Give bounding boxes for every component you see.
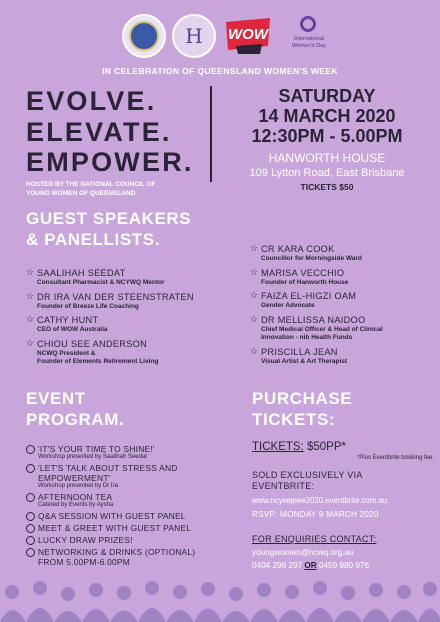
program-item [26,523,226,533]
contact-phones [252,561,440,571]
circle-bullet-icon [26,536,35,545]
headline-empower: EMPOWER. [26,147,194,177]
ncywq-emblem-icon [129,21,159,51]
crowd-silhouette-illustration [0,572,440,622]
international-womens-day-logo [278,16,340,56]
program-item [26,463,226,490]
circle-bullet-icon [26,524,35,533]
speaker-item [26,339,231,367]
event-date: 14 MARCH 2020 [258,106,396,126]
speaker-item [26,315,231,335]
booking-fee-note: *Plus Eventbrite booking fee. [356,455,434,461]
speaker-name: CATHY HUNT [37,315,99,325]
speaker-item [250,244,436,264]
headline-evolve: EVOLVE. [26,86,157,116]
event-day: SATURDAY [278,86,376,106]
event-title-line1: EVENT [26,389,86,408]
program-subtitle: Workshop presented by Dr Ira [38,483,118,489]
wow-australia-logo [222,16,274,56]
program-title-line2: FROM 5.00PM-6.00PM [38,557,130,567]
event-title-line2: PROGRAM. [26,410,125,429]
program-list [26,444,226,569]
purchase-title-line1: PURCHASE [252,389,353,408]
program-title: AFTERNOON TEA [38,492,113,502]
logo-row [120,14,440,58]
circle-bullet-icon [26,445,35,454]
speaker-role: Founder of Hanworth House [261,278,349,286]
speaker-item [250,315,436,343]
ticket-price-line [252,440,440,454]
speaker-name: DR IRA VAN DER STEENSTRATEN [37,291,194,302]
star-icon: ☆ [250,244,259,254]
star-icon: ☆ [250,291,259,301]
celebration-banner: IN CELEBRATION OF QUEENSLAND WOMEN'S WEEK [102,66,338,76]
rsvp-date: RSVP: MONDAY 9 MARCH 2020 [252,510,379,519]
program-title: MEET & GREET WITH GUEST PANEL [38,523,192,533]
program-title: 'IT'S YOUR TIME TO SHINE!' [38,444,155,454]
circle-bullet-icon [26,548,35,557]
sold-line1: SOLD EXCLUSIVELY VIA [252,470,363,480]
phone-2[interactable]: 0459 980 976 [318,561,370,570]
speaker-item [250,291,436,311]
circle-bullet-icon [26,464,35,473]
hanworth-letter: H [185,24,203,48]
speaker-name: PRISCILLA JEAN [261,346,338,357]
sold-via [252,470,440,492]
speaker-role: Visual Artist & Art Therapist [261,357,348,365]
sold-line2: EVENTBRITE: [252,481,315,491]
speaker-role-line2: Innovation - nib Health Funds [261,334,353,341]
speaker-item [26,268,231,288]
ticket-price: $50PP* [306,441,346,453]
venus-symbol-icon [300,16,316,32]
program-title: LUCKY DRAW PRIZES! [38,535,133,545]
program-subtitle: Workshop presented by Saalihah Seedat [38,454,147,460]
event-time: 12:30PM - 5.00PM [251,126,403,146]
program-title: NETWORKING & DRINKS (OPTIONAL) [38,547,196,557]
star-icon: ☆ [250,314,259,325]
star-icon: ☆ [26,268,35,278]
purchase-info [252,440,440,571]
speaker-role: Councillor for Morningside Ward [261,255,362,262]
event-address: 109 Lytton Road, East Brisbane [249,167,405,179]
speaker-name: CR KARA COOK [261,244,335,254]
program-title: 'LET'S TALK ABOUT STRESS AND [38,463,178,473]
hosted-by [26,180,206,198]
speaker-name: MARISA VECCHIO [261,267,345,278]
speaker-role-line2: Founder of Elements Retirement Living [37,358,159,365]
speaker-item [250,268,436,288]
guest-title-line1: GUEST SPEAKERS [26,209,192,228]
iwd-line1: International [293,36,325,42]
speaker-item [250,347,436,367]
speaker-role: Founder of Breeze Life Coaching [37,302,139,310]
hosted-line1: HOSTED BY THE NATIONAL COUNCIL OF [26,181,156,188]
star-icon: ☆ [26,338,35,349]
hanworth-house-logo [172,14,216,58]
headline-elevate: ELEVATE. [26,116,172,147]
headline [26,86,206,178]
star-icon: ☆ [26,291,35,302]
speaker-role: NCWQ President & [37,349,96,357]
speaker-role: Gender Advocate [261,302,315,309]
contact-email[interactable]: youngwomen@ncwq.org.au [252,548,354,557]
wow-badge-icon [222,16,274,56]
speakers-left-column [26,268,231,371]
circle-bullet-icon [26,493,35,502]
or-separator: OR [304,561,317,570]
program-title: Q&A SESSION WITH GUEST PANEL [38,511,186,521]
star-icon: ☆ [250,346,259,357]
eventbrite-link[interactable]: www.ncywqeee2020.eventbrite.com.au [252,496,388,505]
event-details [222,86,432,194]
program-item [26,444,226,461]
program-item [26,511,226,521]
speaker-item [26,292,231,312]
event-ticket-price: TICKETS $50 [300,182,354,192]
speaker-role: Chief Medical Officer & Head of Clinical [261,325,383,333]
program-title-line2: EMPOWERMENT' [38,473,111,483]
vertical-divider [210,86,212,182]
iwd-line2: Women's Day [292,43,326,49]
speaker-name: SAALIHAH SEEDAT [37,268,126,278]
guest-speakers-heading [26,208,191,250]
purchase-tickets-heading [252,388,352,430]
speaker-role: Consultant Pharmacist & NCYWQ Mentor [37,279,165,286]
guest-title-line2: & PANELLISTS. [26,230,161,249]
wow-text: WOW [228,26,268,43]
star-icon: ☆ [250,267,259,278]
program-item [26,492,226,509]
phone-1[interactable]: 0404 296 297 [252,561,303,570]
hosted-line2: YOUNG WOMEN OF QUEENSLAND [26,190,136,197]
speaker-name: CHIOU SEE ANDERSON [37,338,148,349]
ncywq-logo [122,14,166,58]
event-program-heading [26,388,124,430]
event-venue: HANWORTH HOUSE [268,151,386,165]
purchase-title-line2: TICKETS: [252,410,336,429]
speaker-name: FAIZA EL-HIGZI OAM [261,291,357,301]
star-icon: ☆ [26,315,35,325]
speakers-right-column [250,244,436,370]
tickets-label: TICKETS: [252,441,304,453]
speaker-role: CEO of WOW Australia [37,326,108,333]
circle-bullet-icon [26,512,35,521]
program-item [26,535,226,545]
program-item [26,547,226,567]
speaker-name: DR MELLISSA NAIDOO [261,314,366,325]
enquiries-heading: FOR ENQUIRIES CONTACT: [252,534,377,544]
program-subtitle: Catered by Events by Aysha [38,502,114,508]
